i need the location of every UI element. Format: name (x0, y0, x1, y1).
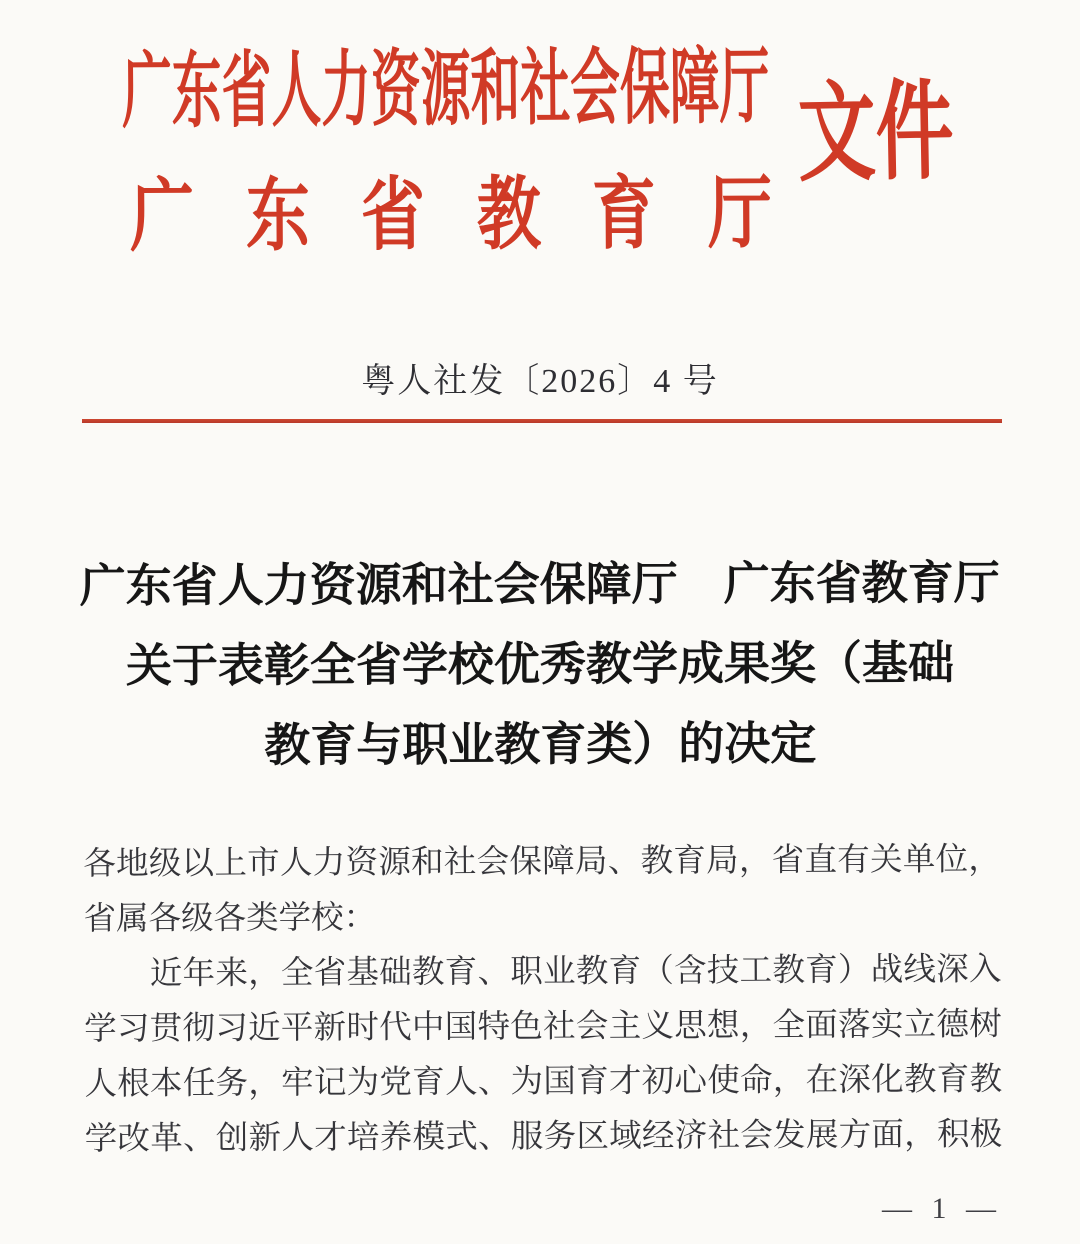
letterhead-character: 省 (360, 172, 426, 261)
body-line: 省属各级各类学校： (83, 899, 377, 938)
letterhead-character: 东 (245, 172, 310, 262)
page-number: — 1 — (882, 1192, 1002, 1225)
title-line-2: 关于表彰全省学校优秀教学成果奖（基础 (125, 637, 955, 692)
body-line: 人 根 本 任 务 ， 牢 记 为 党 育 人 、 为 国 育 才 初 心 使 命 ， 在 深 化 教 育 教 (84, 1061, 1003, 1103)
letterhead-org-line-1: 广东省人力资源和社会保障厅 (121, 40, 770, 138)
body-line: 各 地 级 以 上 市 人 力 资 源 和 社 会 保 障 局 、 教 育 局 ， 省 直 有 关 单 位 ， (83, 841, 1001, 883)
letterhead-character: 广 (129, 173, 195, 262)
letterhead-character: 教 (476, 171, 542, 260)
document-title (0, 543, 1080, 787)
letterhead-character: 育 (592, 170, 657, 260)
body-line: 学 习 贯 彻 习 近 平 新 时 代 中 国 特 色 社 会 主 义 思 想 ， 全 面 落 实 立 德 树 (84, 1006, 1002, 1048)
letterhead-character: 厅 (707, 170, 773, 259)
body-line: 近 年 来 ， 全 省 基 础 教 育 、 职 业 教 育 （ 含 技 工 教 育 ） 战 线 深 入 (149, 951, 1002, 993)
document-body (83, 833, 1003, 1168)
letterhead-org-line-2 (122, 166, 780, 265)
letterhead-document-mark: 文件 (796, 73, 955, 195)
title-line-1: 广东省人力资源和社会保障厅 广东省教育厅 (79, 557, 1000, 612)
document-number: 粤人社发〔2026〕4 号 (361, 363, 719, 400)
title-line-3: 教育与职业教育类）的决定 (264, 718, 817, 771)
red-separator-rule (82, 419, 1002, 423)
body-line: 学 改 革 、 创 新 人 才 培 养 模 式 、 服 务 区 域 经 济 社 会 发 展 方 面 ， 积 极 (84, 1116, 1003, 1158)
